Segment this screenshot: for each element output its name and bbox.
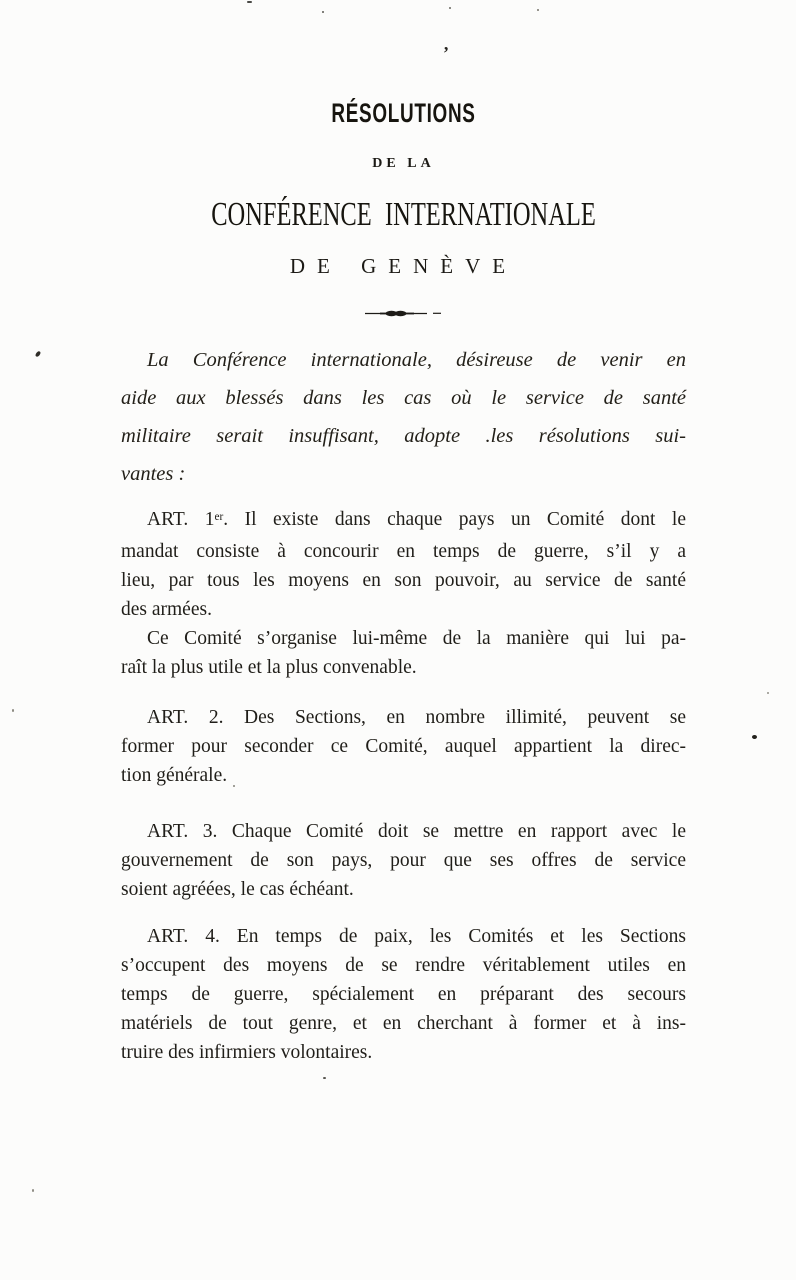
text-line: matériels de tout genre, et en cherchant à former et à ins- — [121, 1013, 686, 1034]
text-line: vantes : — [121, 463, 186, 485]
scan-speck — [12, 709, 14, 712]
text-line: former pour seconder ce Comité, auquel appartient la direc- — [121, 736, 686, 757]
title-connector: DE LA — [372, 156, 435, 171]
superscript-text: er — [214, 510, 224, 523]
text-line: raît la plus utile et la plus convenable. — [121, 657, 417, 678]
document-main-title: CONFÉRENCE INTERNATIONALE — [211, 196, 596, 233]
document-subtitle: DE GENÈVE — [289, 254, 518, 278]
article-3-paragraph — [121, 817, 686, 904]
article-4-paragraph — [121, 922, 686, 1067]
text-line: ART. 3. Chaque Comité doit se mettre en rapport avec le — [147, 821, 686, 842]
text-line: soient agréées, le cas échéant. — [121, 879, 354, 900]
scan-speck — [323, 1077, 326, 1079]
text-line: tion générale. — [121, 765, 228, 786]
scan-speck — [32, 1189, 34, 1192]
text-line: mandat consiste à concourir en temps de guerre, s’il y a — [121, 541, 686, 562]
text-line: Ce Comité s’organise lui-même de la manière qui lui pa- — [147, 628, 686, 649]
preamble-paragraph — [121, 341, 686, 493]
ink-comma-artifact: ’ — [443, 43, 449, 63]
article-2-paragraph — [121, 703, 686, 790]
text-line: aide aux blessés dans les cas où le service de santé — [121, 387, 686, 409]
text-line: des armées. — [121, 599, 212, 620]
title-block — [121, 100, 686, 277]
text-line: ART. 4. En temps de paix, les Comités et les Sections — [147, 926, 686, 947]
document-kicker-title: RÉSOLUTIONS — [331, 98, 476, 128]
text-line: militaire serait insuffisant, adopte .les résolutions sui- — [121, 425, 686, 447]
text-line: temps de guerre, spécialement en préparant des secours — [121, 984, 686, 1005]
text-line: s’occupent des moyens de se rendre véritablement utiles en — [121, 955, 686, 976]
scan-speck — [35, 350, 41, 357]
divider-ornament — [365, 309, 443, 318]
text-line: La Conférence internationale, désireuse de venir en — [147, 349, 686, 371]
text-line: ART. 2. Des Sections, en nombre illimité, peuvent se — [147, 707, 686, 728]
text-line: gouvernement de son pays, pour que ses offres de service — [121, 850, 686, 871]
text-line: lieu, par tous les moyens en son pouvoir, au service de santé — [121, 570, 686, 591]
scan-speck — [767, 692, 769, 694]
text-line: truire des infirmiers volontaires. — [121, 1042, 373, 1063]
article-1-paragraph — [121, 505, 686, 624]
text-line: ART. 1er. Il existe dans chaque pays un Comité dont le — [147, 509, 686, 530]
scan-speck — [752, 735, 757, 739]
article-1-continuation-paragraph — [121, 624, 686, 682]
text-column — [121, 0, 686, 1067]
